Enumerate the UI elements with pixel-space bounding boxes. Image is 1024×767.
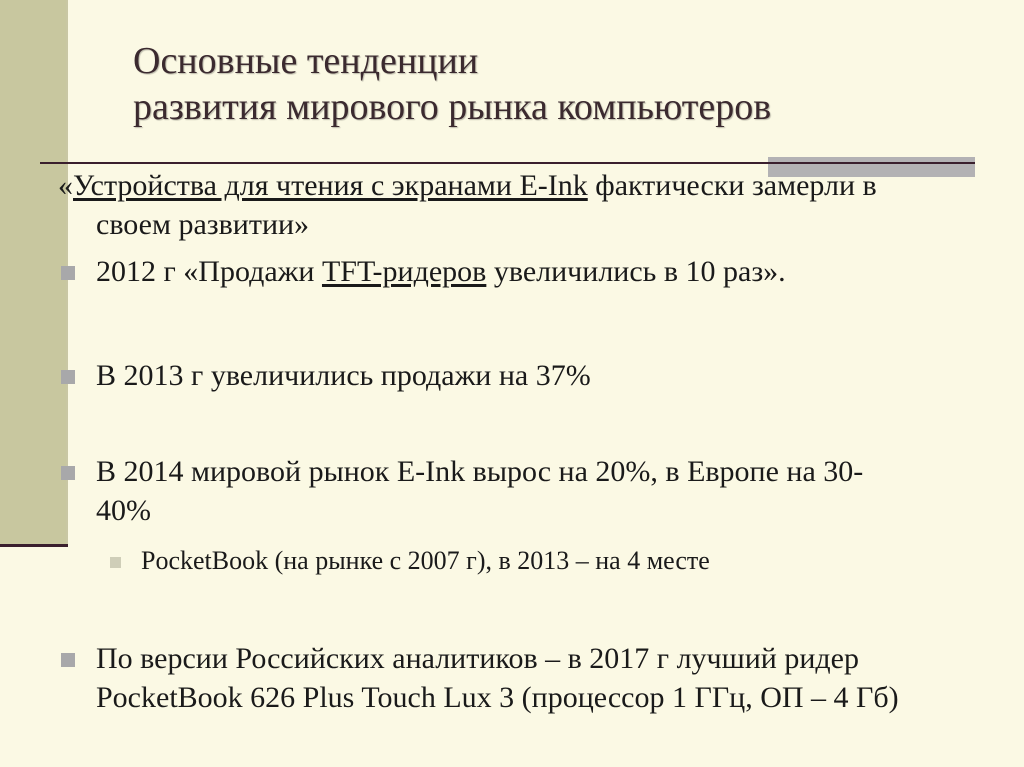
item-0-line-2: своем развитии» (96, 208, 310, 241)
bullet-square-icon (61, 266, 75, 280)
bullet-square-icon (61, 370, 75, 384)
item-3-line-1: В 2014 мировой рынок E-Ink вырос на 20%, в Европе на 30- (96, 455, 864, 488)
item-5-line-2: PocketBook 626 Plus Touch Lux 3 (процессор 1 ГГц, ОП – 4 Гб) (96, 681, 899, 714)
item-0-line-1 (58, 167, 877, 205)
slide-title-line-2: развития мирового рынка компьютеров (133, 86, 772, 128)
sub-bullet-square-icon (110, 557, 121, 568)
item-2: В 2013 г увеличились продажи на 37% (96, 359, 591, 392)
item-1-after: увеличились в 10 раз». (486, 255, 786, 288)
item-0-rest: фактически замерли в (587, 169, 877, 202)
item-1-before: 2012 г «Продажи (96, 255, 322, 288)
bullet-square-icon (61, 466, 75, 480)
bullet-square-icon (61, 653, 75, 667)
item-4-sub: PocketBook (на рынке с 2007 г), в 2013 – на 4 месте (141, 546, 710, 575)
item-0-underlined: Устройства для чтения с экранами E-Ink (73, 169, 588, 202)
item-3-line-2: 40% (96, 494, 151, 527)
item-1-underlined: TFT-ридеров (321, 255, 487, 288)
item-1 (96, 253, 786, 291)
slide-title-line-1: Основные тенденции (133, 40, 479, 82)
item-5-line-1: По версии Российских аналитиков – в 2017 г лучший ридер (96, 642, 859, 675)
item-0-prefix: « (58, 169, 73, 202)
